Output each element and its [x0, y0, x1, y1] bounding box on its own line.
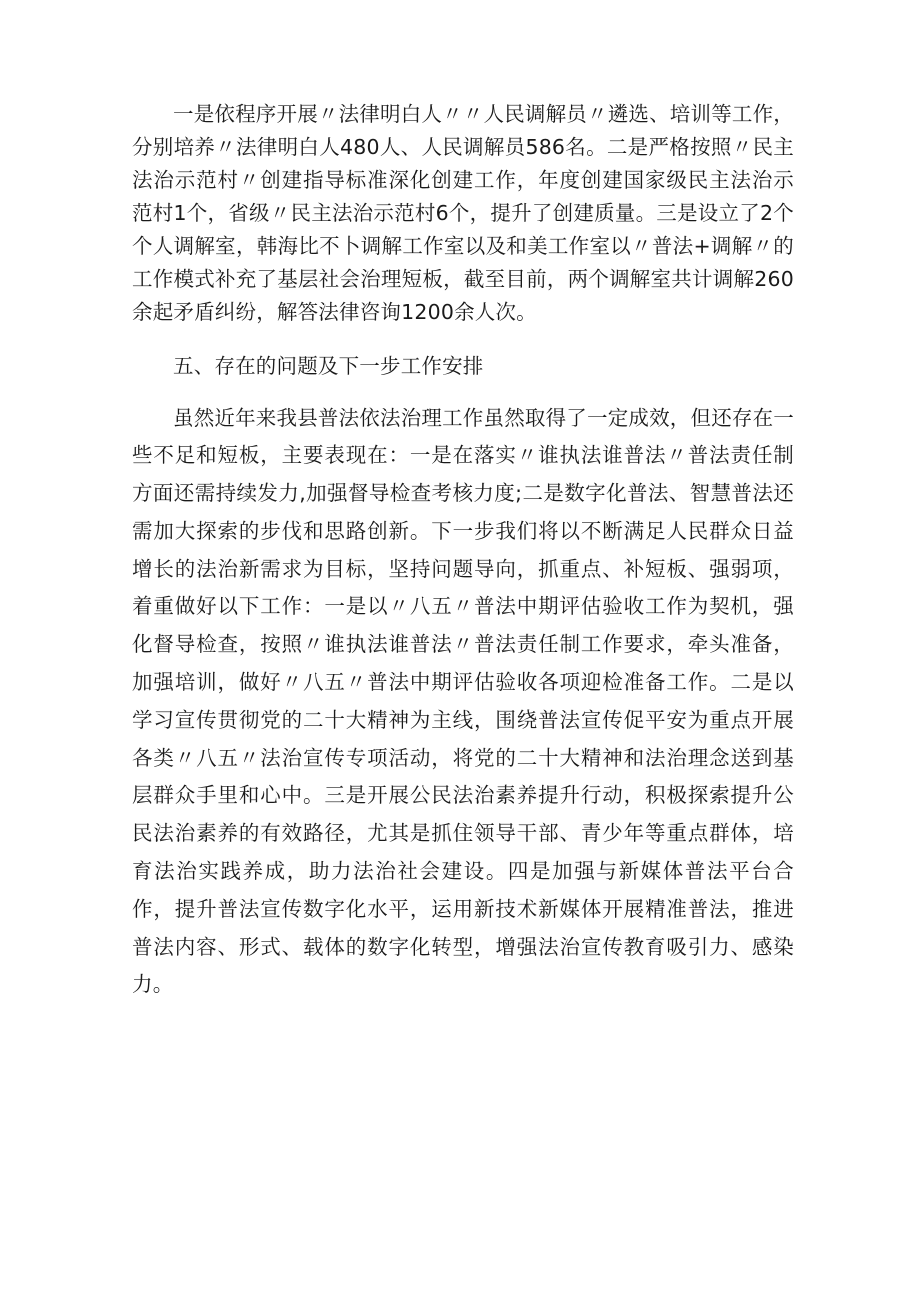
paragraph-mediation-work: 一是依程序开展〃法律明白人〃〃人民调解员〃遴选、培训等工作，分别培养〃法律明白人480人、人民调解员586名。二是严格按照〃民主法治示范村〃创建指导标准深化创建工作，年度创建国家级民主法治示范村1个，省级〃民主法治示范村6个，提升了创建质量。三是设立了2个个人调解室，韩海比不卜调解工作室以及和美工作室以〃普法+调解〃的工作模式补充了基层社会治理短板，截至目前，两个调解室共计调解260余起矛盾纠纷，解答法律咨询1200余人次。	[132, 102, 794, 324]
document-body	[132, 98, 794, 1004]
paragraph-problems-and-plans: 虽然近年来我县普法依法治理工作虽然取得了一定成效，但还存在一些不足和短板，主要表现在：一是在落实〃谁执法谁普法〃普法责任制方面还需持续发力,加强督导检查考核力度;二是数字化普法、智慧普法还需加大探索的步伐和思路创新。下一步我们将以不断满足人民群众日益增长的法治新需求为目标，坚持问题导向，抓重点、补短板、强弱项，着重做好以下工作：一是以〃八五〃普法中期评估验收工作为契机，强化督导检查，按照〃谁执法谁普法〃普法责任制工作要求，牵头准备，加强培训，做好〃八五〃普法中期评估验收各项迎检准备工作。二是以学习宣传贯彻党的二十大精神为主线，围绕普法宣传促平安为重点开展各类〃八五〃法治宣传专项活动，将党的二十大精神和法治理念送到基层群众手里和心中。三是开展公民法治素养提升行动，积极探索提升公民法治素养的有效路径，尤其是抓住领导干部、青少年等重点群体，培育法治实践养成，助力法治社会建设。四是加强与新媒体普法平台合作，提升普法宣传数字化水平，运用新技术新媒体开展精准普法，推进普法内容、形式、载体的数字化转型，增强法治宣传教育吸引力、感染力。	[132, 405, 794, 997]
section-heading-problems-and-next-steps: 五、存在的问题及下一步工作安排	[173, 354, 484, 378]
